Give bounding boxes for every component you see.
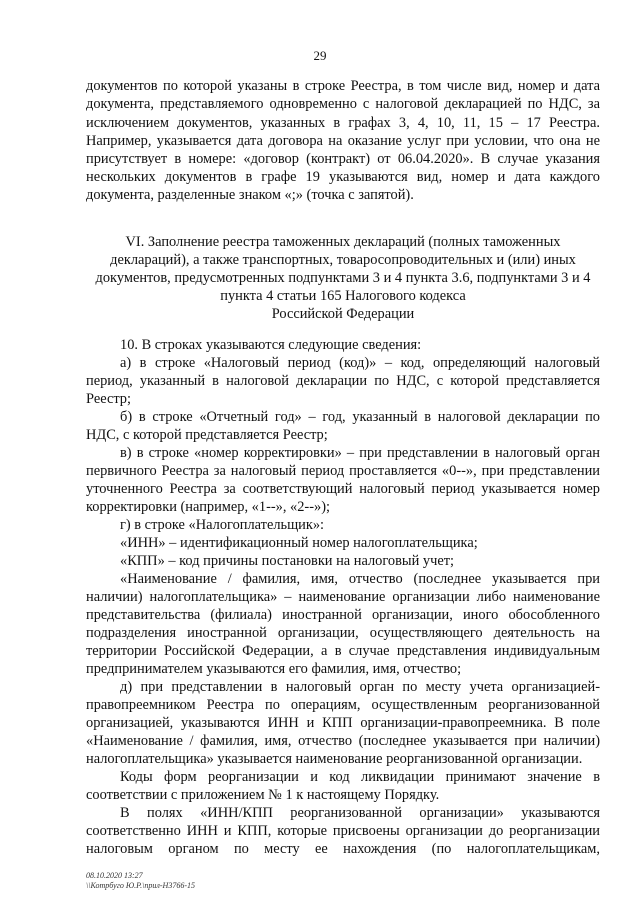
heading-line: Российской Федерации <box>271 306 415 322</box>
text-line: г) в строке «Налогоплательщик»: <box>120 517 325 533</box>
text-line: представительства (филиала) иностранной организации, иного обособленного <box>86 607 600 623</box>
text-line: соответствии с приложением № 1 к настоящему Порядку. <box>86 787 440 803</box>
text-line: в) в строке «номер корректировки» – при представлении в налоговый орган <box>120 445 600 461</box>
text-line: первичного Реестра за налоговый период проставляется «0--», при представлении <box>86 463 600 479</box>
text-line: «Наименование / фамилия, имя, отчество (последнее указывается при <box>120 571 600 587</box>
page-number: 29 <box>313 48 327 63</box>
text-line: наличии) налогоплательщика» – наименование организации либо наименование <box>86 589 600 605</box>
text-line: предпринимателем указываются его фамилия, имя, отчество; <box>86 661 462 677</box>
text-line: 10. В строках указываются следующие сведения: <box>120 337 422 353</box>
text-line: д) при представлении в налоговый орган по месту учета организацией- <box>120 679 600 695</box>
text-line: документа, представляемого одновременно с налоговой декларацией по НДС, за <box>86 96 600 112</box>
text-line: б) в строке «Отчетный год» – год, указанный в налоговой декларации по <box>120 409 600 425</box>
text-line: НДС, с которой представляется Реестр; <box>86 427 328 443</box>
text-line: документов по которой указаны в строке Реестра, в том числе вид, номер и дата <box>86 78 600 94</box>
heading-line: документов, предусмотренных подпунктами 3 и 4 пункта 3.6, подпунктами 3 и 4 <box>95 270 591 286</box>
text-line: корректировки (например, «1--», «2--»); <box>86 499 331 515</box>
text-line: уточненного Реестра за соответствующий налоговый период указывается номер <box>86 481 600 497</box>
text-line: налогоплательщика» указывается наименование реорганизованной организации. <box>86 751 583 767</box>
text-line: присутствует в номере: «договор (контракт) от 06.04.2020». В случае указания <box>86 151 600 167</box>
footer-file-ref: \\Котрбуго Ю.Р.\прил-Н3766-15 <box>86 881 195 890</box>
text-line: налоговым органом по месту ее нахождения (по налогоплательщикам, <box>86 841 600 857</box>
text-line: Например, указывается дата договора на оказание услуг при условии, что она не <box>86 133 600 149</box>
footer-timestamp: 08.10.2020 13:27 <box>86 871 143 880</box>
text-line: соответственно ИНН и КПП, которые присвоены организации до реорганизации <box>86 823 600 839</box>
heading-line: VI. Заполнение реестра таможенных деклараций (полных таможенных <box>125 234 561 250</box>
text-line: исключением документов, указанных в графах 3, 4, 10, 11, 15 – 17 Реестра. <box>86 115 600 131</box>
text-line: «КПП» – код причины постановки на налоговый учет; <box>120 553 454 569</box>
text-line: подразделения иностранной организации, осуществляющего деятельность на <box>86 625 600 641</box>
text-line: Коды форм реорганизации и код ликвидации принимают значение в <box>120 769 600 785</box>
text-line: правопреемником Реестра по операциям, осуществленным реорганизованной <box>86 697 600 713</box>
heading-line: деклараций), а также транспортных, товаросопроводительных и (или) иных <box>110 252 576 268</box>
text-line: «ИНН» – идентификационный номер налогоплательщика; <box>120 535 478 551</box>
heading-line: пункта 4 статьи 165 Налогового кодекса <box>220 288 466 304</box>
text-line: а) в строке «Налоговый период (код)» – код, определяющий налоговый <box>120 355 600 371</box>
text-line: территории Российской Федерации, а в случае представления индивидуальным <box>86 643 600 659</box>
text-line: организацией, указываются ИНН и КПП организации-правопреемника. В поле <box>86 715 600 731</box>
text-line: период, указанный в налоговой декларации по НДС, с которой представляется <box>86 373 600 389</box>
text-line: «Наименование / фамилия, имя, отчество (последнее указывается при наличии) <box>86 733 600 749</box>
text-line: В полях «ИНН/КПП реорганизованной организации» указываются <box>120 805 600 821</box>
text-line: нескольких документов в графе 19 указываются вид, номер и дата каждого <box>86 169 600 185</box>
text-line: Реестр; <box>86 391 131 407</box>
text-line: документа, разделенные знаком «;» (точка с запятой). <box>86 187 414 203</box>
